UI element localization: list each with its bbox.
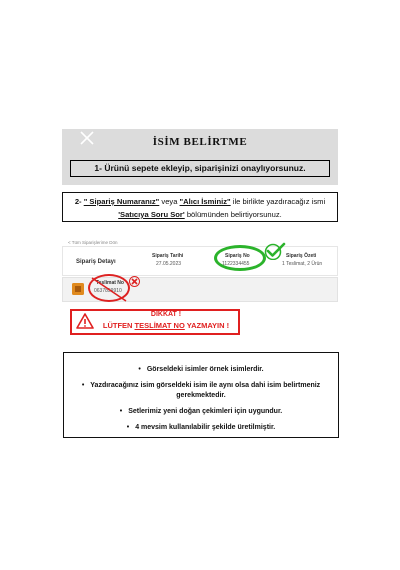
page-title: İSİM BELİRTME [152, 136, 248, 148]
warning-text-prefix: LÜTFEN [102, 321, 135, 330]
order-no-value: 1122334455 [222, 261, 250, 267]
warning-title: DİKKAT ! [150, 311, 182, 318]
step2-veya: veya [159, 197, 180, 206]
warning-text-suffix: YAZMAYIN ! [184, 321, 230, 330]
info-item: • Görseldeki isimler örnek isimlerdir. [70, 365, 332, 375]
order-date-value: 27.05.2023 [156, 261, 182, 267]
step2-siparis-no: " Sipariş Numaranız" [83, 197, 160, 206]
order-summary-label: Sipariş Özeti [286, 253, 317, 259]
step2-satici: 'Satıcıya Soru Sor' [118, 210, 185, 219]
strike-line [86, 274, 132, 304]
info-item: • Setlerimiz yeni doğan çekimleri için uygundur. [70, 407, 332, 417]
warning-text [92, 321, 240, 330]
step2-suffix: bölümünden belirtiyorsunuz. [184, 210, 282, 219]
step2-middle: ile birlikte yazdıracağız ismi [230, 197, 326, 206]
delivery-no-value: 0637859910 [94, 288, 122, 294]
delivery-no-label: Teslimat No [96, 280, 124, 286]
step2-box [62, 192, 338, 222]
check-icon [264, 242, 286, 260]
package-icon [72, 283, 84, 295]
cross-icon [129, 276, 140, 287]
step2-prefix: 2- [74, 197, 84, 206]
highlight-oval [214, 245, 266, 271]
order-detail-title: Sipariş Detayı [76, 259, 116, 265]
info-item: • Yazdıracağınız isim görseldeki isim ile aynı olsa dahi isim belirtmeniz gerekmektedir. [70, 381, 332, 401]
order-date-label: Sipariş Tarihi [152, 253, 184, 259]
step2-alici: "Alıcı İsminiz" [179, 197, 231, 206]
info-item: • 4 mevsim kullanılabilir şekilde üretilmiştir. [70, 423, 332, 433]
step1-box: 1- Ürünü sepete ekleyip, siparişinizi onaylıyorsunuz. [70, 160, 330, 177]
order-summary-value: 1 Teslimat, 2 Ürün [282, 261, 323, 267]
info-list [70, 365, 332, 439]
back-link[interactable]: < Tüm Siparişlerime Dön [68, 240, 118, 245]
order-no-label: Sipariş No [225, 253, 250, 259]
warning-text-underlined: TESLİMAT NO [134, 321, 185, 330]
